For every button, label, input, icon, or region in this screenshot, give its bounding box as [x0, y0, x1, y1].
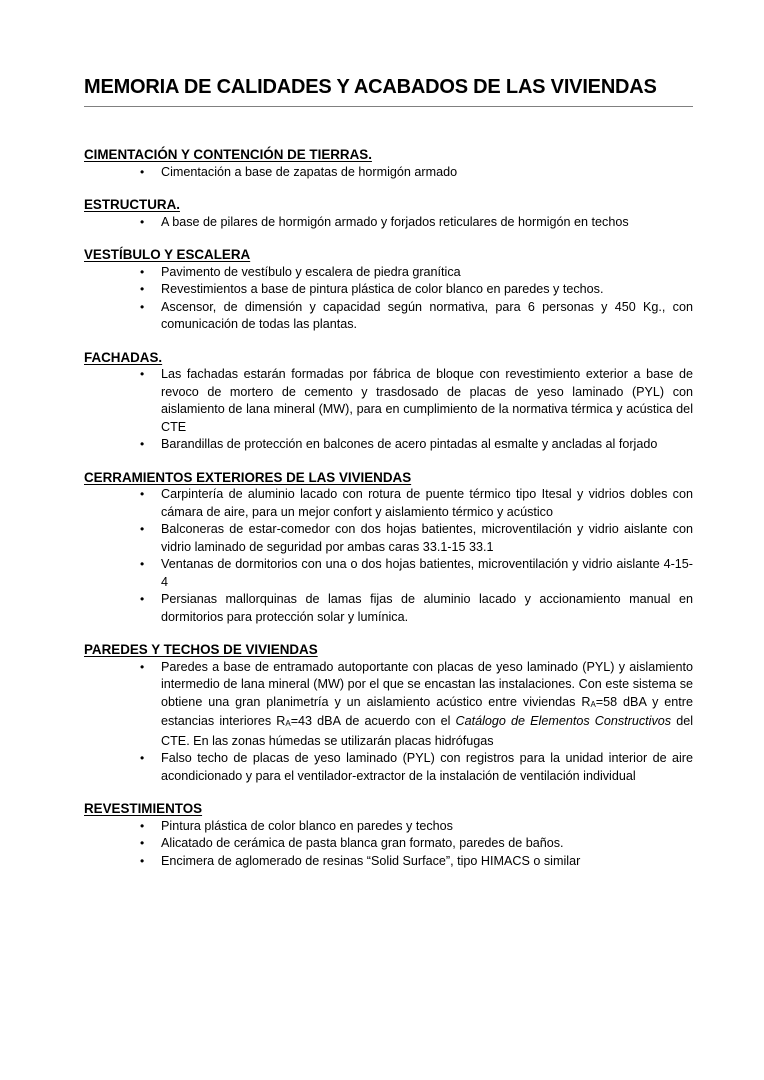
bullet-list: [84, 214, 693, 232]
bullet-list: [84, 264, 693, 334]
section-heading: REVESTIMIENTOS: [84, 801, 203, 816]
list-item: • Pavimento de vestíbulo y escalera de piedra granítica: [84, 264, 693, 282]
list-item: • Ventanas de dormitorios con una o dos hojas batientes, microventilación y vidrio aislante 4-15-4: [84, 556, 693, 591]
list-item: • Balconeras de estar-comedor con dos hojas batientes, microventilación y vidrio aislante con vidrio laminado de seguridad por ambas caras 33.1-15 33.1: [84, 521, 693, 556]
list-item: • Ascensor, de dimensión y capacidad según normativa, para 6 personas y 450 Kg., con comunicación de todas las plantas.: [84, 299, 693, 334]
section-fachadas: [84, 349, 693, 454]
bullet-list: [84, 659, 693, 786]
section-paredes-techos: [84, 641, 693, 785]
list-item: • Falso techo de placas de yeso laminado (PYL) con registros para la unidad interior de aire acondicionado y para el ventilador-extractor de la instalación de ventilación individual: [84, 750, 693, 785]
list-item: • Encimera de aglomerado de resinas “Solid Surface”, tipo HIMACS o similar: [84, 853, 693, 871]
subscript: A: [590, 699, 596, 709]
list-item: • Pintura plástica de color blanco en paredes y techos: [84, 818, 693, 836]
section-cimentacion: [84, 146, 693, 181]
section-heading: CIMENTACIÓN Y CONTENCIÓN DE TIERRAS.: [84, 147, 372, 162]
bullet-list: [84, 818, 693, 871]
section-heading: FACHADAS.: [84, 349, 163, 365]
text-run: del CTE. En las zonas húmedas se utilizarán placas hidrófugas: [161, 714, 694, 748]
list-item: [84, 659, 693, 751]
list-item: • Las fachadas estarán formadas por fábrica de bloque con revestimiento exterior a base de revoco de mortero de cemento y trasdosado de placas de yeso laminado (PYL) con aislamiento de lana mineral (MW), para en cumplimiento de la normativa térmica y acústica del CTE: [84, 366, 693, 436]
subscript: A: [285, 719, 291, 728]
section-cerramientos: [84, 469, 693, 627]
text-run: =58 dBA y entre estancias interiores R: [161, 694, 693, 728]
text-run: =43 dBA de acuerdo con el: [290, 714, 456, 728]
list-item: • Barandillas de protección en balcones de acero pintadas al esmalte y ancladas al forjado: [84, 436, 693, 454]
section-heading: PAREDES Y TECHOS DE VIVIENDAS: [84, 642, 318, 657]
list-item: • Alicatado de cerámica de pasta blanca gran formato, paredes de baños.: [84, 835, 693, 853]
section-revestimientos: [84, 800, 693, 870]
section-heading: VESTÍBULO Y ESCALERA: [84, 247, 251, 262]
list-item: • Carpintería de aluminio lacado con rotura de puente térmico tipo Itesal y vidrios dobles con cámara de aire, para un mejor confort y aislamiento térmico y acústico: [84, 486, 693, 521]
text-run: Paredes a base de entramado autoportante con placas de yeso laminado (PYL) y aislamiento intermedio de lana mineral (MW) por el que se encastan las instalaciones. Con este sistema se obtiene una gran planimetría y un aislamiento acústico entre viviendas R: [161, 659, 693, 709]
document-title: MEMORIA DE CALIDADES Y ACABADOS DE LAS VIVIENDAS: [84, 76, 657, 98]
section-estructura: [84, 196, 693, 231]
bullet-list: [84, 164, 693, 182]
section-heading: ESTRUCTURA.: [84, 197, 180, 212]
section-vestibulo: [84, 246, 693, 334]
document-body: [84, 146, 693, 885]
list-item: • Revestimientos a base de pintura plástica de color blanco en paredes y techos.: [84, 281, 693, 299]
list-item: • Cimentación a base de zapatas de hormigón armado: [84, 164, 693, 182]
list-item: • A base de pilares de hormigón armado y forjados reticulares de hormigón en techos: [84, 214, 693, 232]
list-item: • Persianas mallorquinas de lamas fijas de aluminio lacado y accionamiento manual en dormitorios para protección solar y lumínica.: [84, 591, 693, 626]
section-heading: CERRAMIENTOS EXTERIORES DE LAS VIVIENDAS: [84, 469, 412, 485]
title-divider: [84, 106, 693, 107]
bullet-list: [84, 366, 693, 454]
bullet-list: [84, 486, 693, 626]
catalog-reference: Catálogo de Elementos Constructivos: [455, 714, 672, 728]
